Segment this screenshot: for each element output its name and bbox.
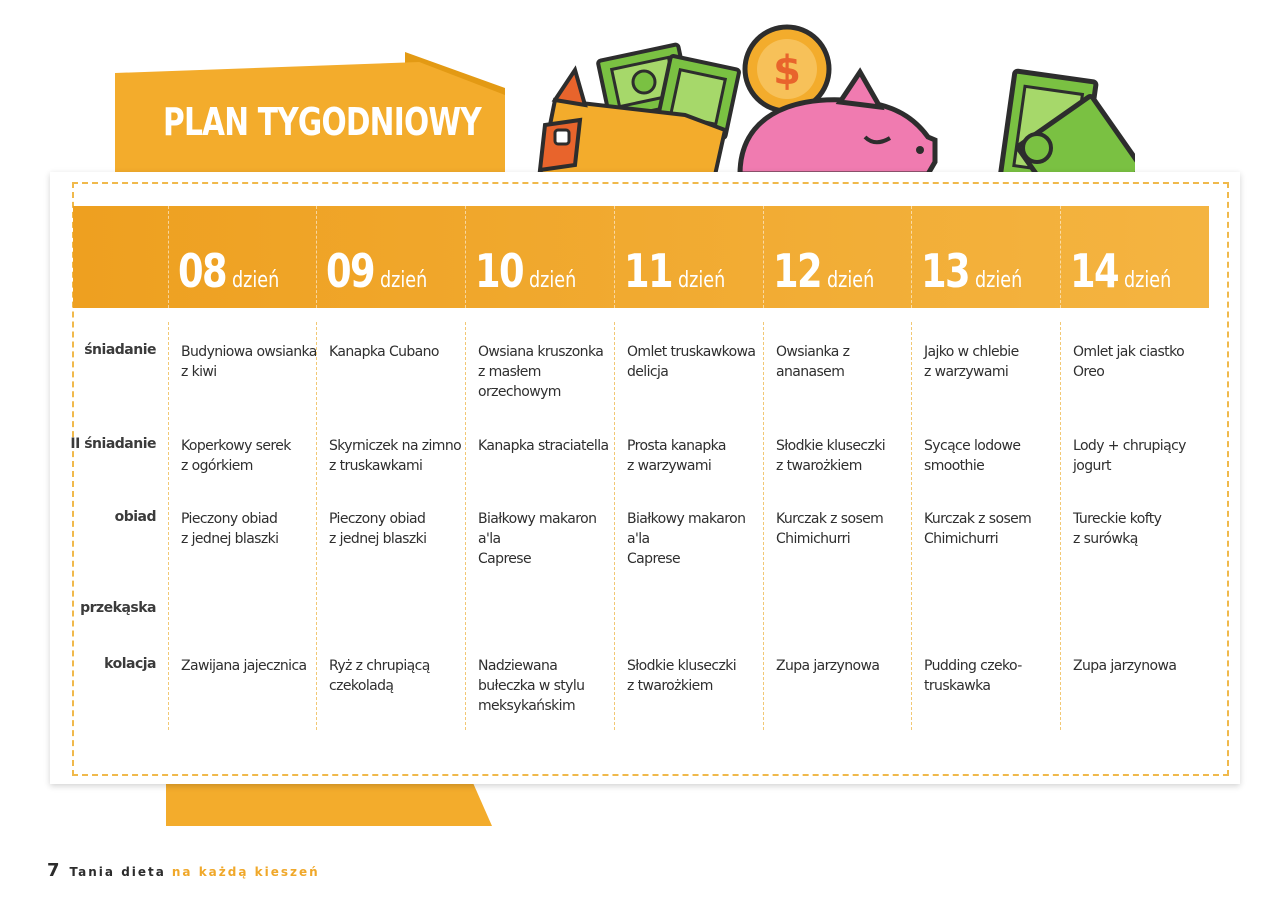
- meal-cell: Sycące lodowe smoothie: [924, 438, 1021, 474]
- meal-cell: Lody + chrupiący jogurt: [1073, 438, 1186, 474]
- meal-cell: Prosta kanapka z warzywami: [627, 438, 726, 474]
- day-header-08: [168, 206, 316, 308]
- meal-row-label: II śniadanie: [70, 436, 156, 452]
- header-divider: [316, 206, 317, 308]
- day-heading: [773, 244, 886, 298]
- day-header-14: [1060, 206, 1208, 308]
- wallet-icon: [535, 30, 750, 175]
- day-word: dzień: [232, 268, 280, 293]
- meal-cell: Nadziewana bułeczka w stylu meksykańskim: [478, 658, 585, 714]
- meal-cell: Pieczony obiad z jednej blaszki: [329, 511, 427, 547]
- column-divider: [614, 322, 615, 730]
- meal-cell: Jajko w chlebie z warzywami: [924, 344, 1019, 380]
- meal-row-label: śniadanie: [84, 342, 156, 358]
- svg-text:$: $: [773, 48, 801, 94]
- meal-cell: Zupa jarzynowa: [1073, 658, 1177, 674]
- day-header-11: [614, 206, 762, 308]
- day-word: dzień: [678, 268, 726, 293]
- money-stack-icon: [985, 68, 1135, 174]
- day-header-13: [911, 206, 1059, 308]
- meal-row-label: obiad: [114, 509, 156, 525]
- meal-cell: Pieczony obiad z jednej blaszki: [181, 511, 279, 547]
- header-divider: [1060, 206, 1061, 308]
- meal-cell: Omlet jak ciastko Oreo: [1073, 344, 1185, 380]
- day-header-09: [316, 206, 464, 308]
- meal-row-label: kolacja: [104, 656, 156, 672]
- day-number: 08: [178, 244, 227, 298]
- meal-cell: Kanapka Cubano: [329, 344, 439, 360]
- page-footer: [47, 860, 320, 881]
- header-divider: [614, 206, 615, 308]
- meal-cell: Kurczak z sosem Chimichurri: [776, 511, 884, 547]
- day-word: dzień: [1124, 268, 1172, 293]
- meal-cell: Omlet truskawkowa delicja: [627, 344, 756, 380]
- header-divider: [763, 206, 764, 308]
- day-number: 10: [475, 244, 524, 298]
- piggy-bank-icon: [730, 62, 945, 174]
- meal-cell: Białkowy makaron a'la Caprese: [627, 511, 746, 567]
- header-divider: [465, 206, 466, 308]
- meal-cell: Owsiana kruszonka z masłem orzechowym: [478, 344, 604, 400]
- page-title: PLAN TYGODNIOWY: [163, 100, 481, 144]
- day-number: 09: [326, 244, 375, 298]
- column-divider: [763, 322, 764, 730]
- day-heading: [624, 244, 737, 298]
- meal-cell: Zupa jarzynowa: [776, 658, 880, 674]
- day-header-12: [763, 206, 911, 308]
- meal-cell: Koperkowy serek z ogórkiem: [181, 438, 291, 474]
- day-heading: [921, 244, 1034, 298]
- column-divider: [168, 322, 169, 730]
- day-number: 13: [921, 244, 970, 298]
- day-heading: [475, 244, 588, 298]
- meal-cell: Owsianka z ananasem: [776, 344, 850, 380]
- meal-cell: Białkowy makaron a'la Caprese: [478, 511, 597, 567]
- day-number: 11: [624, 244, 673, 298]
- column-divider: [316, 322, 317, 730]
- day-word: dzień: [975, 268, 1023, 293]
- day-word: dzień: [827, 268, 875, 293]
- day-word: dzień: [529, 268, 577, 293]
- day-header-10: [465, 206, 613, 308]
- header-divider: [911, 206, 912, 308]
- header-divider: [168, 206, 169, 308]
- day-word: dzień: [380, 268, 428, 293]
- meal-cell: Ryż z chrupiącą czekoladą: [329, 658, 430, 694]
- meal-cell: Słodkie kluseczki z twarożkiem: [627, 658, 736, 694]
- footer-brand: Tania dieta: [69, 865, 166, 879]
- day-heading: [1070, 244, 1183, 298]
- meal-cell: Słodkie kluseczki z twarożkiem: [776, 438, 885, 474]
- page-number: 7: [47, 860, 60, 881]
- meal-cell: Budyniowa owsianka z kiwi: [181, 344, 317, 380]
- day-number: 14: [1070, 244, 1119, 298]
- column-divider: [1060, 322, 1061, 730]
- column-divider: [465, 322, 466, 730]
- day-heading: [178, 244, 291, 298]
- meal-cell: Kanapka straciatella: [478, 438, 609, 454]
- meal-row-label: przekąska: [80, 600, 156, 616]
- column-divider: [911, 322, 912, 730]
- meal-cell: Skyrniczek na zimno z truskawkami: [329, 438, 462, 474]
- day-heading: [326, 244, 439, 298]
- footer-tagline: na każdą kieszeń: [171, 865, 320, 879]
- meal-cell: Kurczak z sosem Chimichurri: [924, 511, 1032, 547]
- meal-cell: Tureckie kofty z surówką: [1073, 511, 1162, 547]
- meal-cell: Zawijana jajecznica: [181, 658, 307, 674]
- day-number: 12: [773, 244, 822, 298]
- meal-cell: Pudding czeko- truskawka: [924, 658, 1022, 694]
